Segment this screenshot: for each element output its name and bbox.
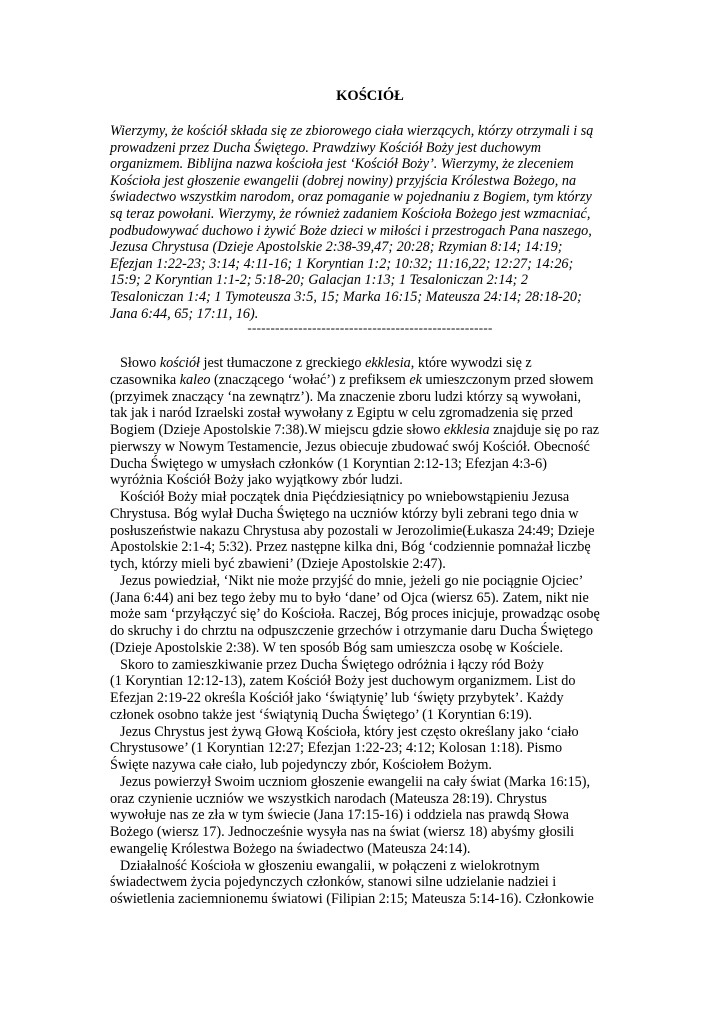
- body-line: oświetlenia zaciemnionemu światowi (Filipian 2:15; Mateusza 5:14-16). Członkowie: [110, 891, 594, 908]
- body-line: Działalność Kościoła w głoszeniu ewangalii, w połączeni z wielokrotnym: [120, 857, 540, 874]
- intro-line: Kościoła jest głoszenie ewangelii (dobrej nowiny) przyjścia Królestwa Bożego, na: [110, 172, 577, 189]
- intro-line: Tesaloniczan 1:4; 1 Tymoteusza 3:5, 15; Marka 16:15; Mateusza 24:14; 28:18-20;: [110, 288, 582, 305]
- intro-line: Jezusa Chrystusa (Dzieje Apostolskie 2:38-39,47; 20:28; Rzymian 8:14; 14:19;: [110, 239, 563, 256]
- italic-term: ek: [409, 371, 422, 388]
- body-line: Ducha Świętego w umysłach członków (1 Koryntian 2:12-13; Efezjan 4:3-6): [110, 455, 547, 472]
- body-line: Bożego (wiersz 17). Jednocześnie wysyła nas na świat (wiersz 18) abyśmy głosili: [110, 824, 575, 841]
- body-line: może sam ‘przyłączyć się’ do Kościoła. Raczej, Bóg proces inicjuje, prowadząc osobę: [110, 606, 600, 623]
- body-line: Jezus Chrystus jest żywą Głową Kościoła, który jest często określany jako ‘ciało: [120, 723, 579, 740]
- intro-line: organizmem. Biblijna nazwa kościoła jest ‘Kościół Boży’. Wierzymy, że zleceniem: [110, 156, 574, 173]
- text-run: Słowo: [120, 355, 160, 372]
- body-line: ewangelię Królestwa Bożego na świadectwo (Mateusza 24:14).: [110, 840, 471, 857]
- text-run: Bogiem (Dzieje Apostolskie 7:38).W miejscu gdzie słowo: [110, 422, 444, 439]
- body-line: (1 Koryntian 12:12-13), zatem Kościół Boży jest duchowym organizmem. List do: [110, 673, 576, 690]
- body-line: członek osobno także jest ‘świątynią Ducha Świętego’ (1 Koryntian 6:19).: [110, 706, 533, 723]
- text-run: czasownika: [110, 371, 180, 388]
- body-line: tych, którzy mieli być zbawieni’ (Dzieje Apostolskie 2:47).: [110, 556, 446, 573]
- body-line: świadectwem życia pojedynczych członków, stanowi silne udzielanie nadziei i: [110, 874, 557, 891]
- body-text: [110, 355, 630, 908]
- body-line: Święte nazywa całe ciało, lub pojedynczy zbór, Kościołem Bożym.: [110, 757, 492, 774]
- italic-term: ekklesia: [365, 355, 411, 372]
- body-line: tak jak i naród Izraelski został wywołany z Egiptu w celu zgromadzenia się przed: [110, 405, 573, 422]
- document-page: [110, 88, 630, 908]
- italic-term: kościół: [159, 355, 200, 372]
- body-line: Chrystusa. Bóg wylał Ducha Świętego na uczniów którzy byli zebrani tego dnia w: [110, 505, 579, 522]
- body-line: Efezjan 2:19-22 określa Kościół jako ‘świątynię’ lub ‘święty przybytek’. Każdy: [110, 690, 564, 707]
- body-line: Jezus powiedział, ‘Nikt nie może przyjść do mnie, jeżeli go nie pociągnie Ojciec’: [120, 572, 584, 589]
- body-line: wyróżnia Kościół Boży jako wyjątkowy zbór ludzi.: [110, 472, 403, 489]
- body-line: (przyimek znaczący ‘na zewnątrz’). Ma znaczenie zboru ludzi którzy są wywołani,: [110, 388, 582, 405]
- intro-line: są teraz powołani. Wierzymy, że również zadaniem Kościoła Bożego jest wzmacniać,: [110, 205, 591, 222]
- intro-line: prowadzeni przez Ducha Świętego. Prawdziwy Kościół Boży jest duchowym: [110, 139, 541, 156]
- text-run: , które wywodzi się z: [410, 355, 532, 372]
- body-line: (Jana 6:44) ani bez tego żeby mu to było ‘dane’ od Ojca (wiersz 65). Zatem, nikt nie: [110, 589, 589, 606]
- body-line: oraz czynienie uczniów we wszystkich narodach (Mateusza 28:19). Chrystus: [110, 790, 547, 807]
- intro-line: podbudowywać duchowo i żywić Boże dzieci w miłości i przestrogach Pana naszego,: [110, 222, 592, 239]
- body-line: Jezus powierzył Swoim uczniom głoszenie ewangelii na cały świat (Marka 16:15),: [120, 773, 591, 790]
- document-title: KOŚCIÓŁ: [336, 88, 404, 104]
- body-line: posłuszeństwie nakazu Chrystusa aby pozostali w Jerozolimie(Łukasza 24:49; Dzieje: [110, 522, 595, 539]
- body-line: Kościół Boży miał początek dnia Pięćdziesiątnicy po wniebowstąpieniu Jezusa: [120, 489, 570, 506]
- intro-line: świadectwo wszystkim narodom, oraz pomaganie w pojednaniu z Bogiem, tym którzy: [110, 189, 592, 206]
- section-separator: -----------------------------------------------------: [247, 320, 493, 336]
- body-line: [110, 422, 630, 439]
- italic-term: kaleo: [179, 371, 211, 388]
- body-line: pierwszy w Nowym Testamencie, Jezus obiecuje zbudować swój Kościół. Obecność: [110, 438, 590, 455]
- body-line: [110, 372, 630, 389]
- body-line: [110, 355, 630, 372]
- italic-term: ekklesia: [443, 422, 490, 439]
- body-line: (Dzieje Apostolskie 2:38). W ten sposób Bóg sam umieszcza osobę w Kościele.: [110, 639, 563, 656]
- body-line: wywołuje nas ze zła w tym świecie (Jana 17:15-16) i oddziela nas prawdą Słowa: [110, 807, 569, 824]
- body-line: Chrystusowe’ (1 Koryntian 12:27; Efezjan 1:22-23; 4:12; Kolosan 1:18). Pismo: [110, 740, 563, 757]
- intro-line: Jana 6:44, 65; 17:11, 16).: [110, 305, 259, 322]
- statement-of-belief: [110, 123, 630, 322]
- intro-line: 15:9; 2 Koryntian 1:1-2; 5:18-20; Galacjan 1:13; 1 Tesaloniczan 2:14; 2: [110, 272, 528, 289]
- body-paragraphs: [110, 489, 630, 908]
- text-run: umieszczonym przed słowem: [421, 371, 594, 388]
- text-run: znajduje się po raz: [489, 422, 600, 439]
- text-run: jest tłumaczone z greckiego: [200, 355, 366, 372]
- intro-line: Wierzymy, że kościół składa się ze zbiorowego ciała wierzących, którzy otrzymali i są: [110, 123, 594, 139]
- intro-line: Efezjan 1:22-23; 3:14; 4:11-16; 1 Koryntian 1:2; 10:32; 11:16,22; 12:27; 14:26;: [110, 255, 574, 272]
- body-line: Apostolskie 2:1-4; 5:32). Przez następne kilka dni, Bóg ‘codziennie pomnażał liczbę: [110, 539, 591, 556]
- body-line: do skruchy i do chrztu na odpuszczenie grzechów i otrzymanie daru Ducha Świętego: [110, 623, 593, 640]
- body-line: Skoro to zamieszkiwanie przez Ducha Świętego odróżnia i łączy ród Boży: [120, 656, 544, 673]
- text-run: (znaczącego ‘wołać’) z prefiksem: [210, 371, 410, 388]
